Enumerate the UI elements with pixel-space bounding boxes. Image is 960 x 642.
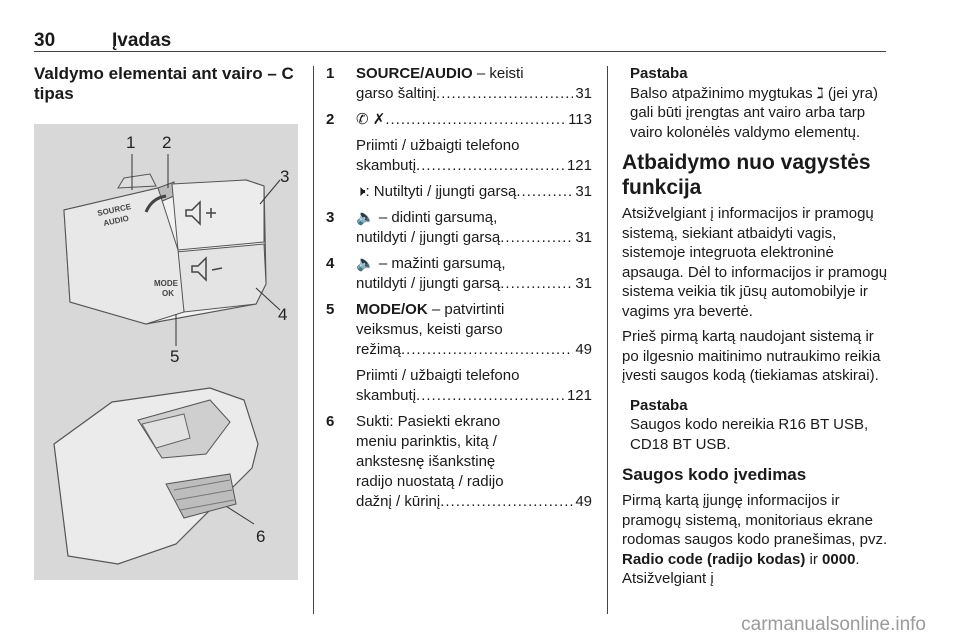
item-number: 2 [326, 111, 335, 128]
callout-6: 6 [256, 527, 266, 546]
page-ref: 31 [575, 85, 592, 102]
legend-item-2 [326, 110, 592, 202]
item-text: dažnį / kūrinį [356, 493, 441, 510]
callout-1: 1 [126, 133, 136, 152]
page-ref: 49 [575, 341, 592, 358]
right-column [622, 64, 888, 595]
chapter-title: Įvadas [112, 30, 172, 51]
callout-2: 2 [162, 133, 172, 152]
page-ref: 31 [575, 183, 592, 200]
note-text: Saugos kodo nereikia R16 BT USB, CD18 BT USB. [630, 416, 869, 453]
note-text: Balso atpažinimo mygtukas [630, 84, 817, 102]
legend-item-1 [326, 64, 592, 104]
watermark: carmanualsonline.info [741, 614, 926, 635]
item-number: 5 [326, 301, 335, 318]
note-security-code [622, 396, 888, 455]
item-keyword: SOURCE/AUDIO [356, 65, 473, 82]
source-label: SOURCE [96, 202, 132, 218]
item-text: garso šaltinį [356, 85, 437, 102]
column-divider [607, 66, 608, 614]
page-ref: 121 [566, 157, 592, 174]
item-text: nutildyti / įjungti garsą [356, 275, 501, 292]
item-text: – keisti [472, 65, 524, 82]
item-text: veiksmus, keisti garso [356, 321, 503, 338]
callout-5: 5 [170, 347, 180, 366]
item-text: : Nutiltyti / įjungti garsą [365, 183, 517, 200]
legend-item-5 [326, 300, 592, 406]
column-divider [313, 66, 314, 614]
item-text: Priimti / užbaigti telefono [356, 367, 520, 384]
page-number: 30 [34, 30, 56, 51]
paragraph: Prieš pirmą kartą naudojant sistemą ir po ilgesnio maitinimo nutraukimo reikia įvesti saugos kodą (tiekiamas atskirai). [622, 328, 881, 384]
volume-down-icon: 🔈 [356, 255, 375, 272]
note-title: Pastaba [630, 396, 688, 414]
paragraph: Atsižvelgiant į informacijos ir pramogų sistemą, siekiant atbaidyti vagis, sistemoje integruota elektroninė apsauga. Dėl to informacijos ir pramogų sistema veikia tik jūsų automobilyje ir vagims yra bevertė. [622, 205, 888, 320]
item-text: skambutį [356, 157, 417, 174]
paragraph: Pirmą kartą įjungę informacijos ir pramogų sistemą, monitoriaus ekrane rodomas saugos kodo pranešimas, pvz. Radio code (radijo kodas) ir 0000. Atsižvelgiant į [622, 492, 888, 587]
volume-up-icon: 🔈 [356, 209, 375, 226]
phone-icon: ✆ ✗ [356, 111, 386, 128]
item-text: ankstesnę išankstinę [356, 453, 496, 470]
ok-label: OK [162, 289, 174, 298]
item-text: radijo nuostatą / radijo [356, 473, 504, 490]
section-heading: Atbaidymo nuo vagystės funkcija [622, 151, 871, 199]
item-text: režimą [356, 341, 402, 358]
steering-controls-figure [34, 124, 298, 580]
callout-4: 4 [278, 305, 288, 324]
page-ref: 113 [568, 111, 592, 128]
item-text: Priimti / užbaigti telefono [356, 137, 520, 154]
left-column [34, 64, 298, 104]
subsection-heading: Saugos kodo įvedimas [622, 465, 807, 484]
page-ref: 121 [566, 387, 592, 404]
item-text: – patvirtinti [427, 301, 505, 318]
page-ref: 49 [575, 493, 592, 510]
controls-legend [326, 64, 592, 518]
header-rule [34, 51, 886, 52]
page-header [34, 30, 886, 50]
section-title: Valdymo elementai ant vairo – C tipas [34, 64, 294, 103]
controls-illustration [34, 124, 298, 580]
voice-icon: ℷ [816, 84, 824, 102]
note-text: (jei yra) gali būti įrengtas ant vairo arba tarp vairo kolonėlės valdymo elementų. [630, 84, 878, 141]
callout-3: 3 [280, 167, 290, 186]
mode-label: MODE [154, 279, 178, 288]
page-ref: 31 [575, 229, 592, 246]
legend-item-3 [326, 208, 592, 248]
page-ref: 31 [575, 275, 592, 292]
item-number: 4 [326, 255, 335, 272]
item-text: – didinti garsumą, [374, 209, 498, 226]
item-keyword: MODE/OK [356, 301, 428, 318]
mute-icon: 🕨 [356, 183, 366, 200]
item-number: 3 [326, 209, 335, 226]
note-title: Pastaba [630, 65, 688, 82]
item-number: 1 [326, 65, 335, 82]
item-text: Sukti: Pasiekti ekrano [356, 413, 501, 430]
item-text: meniu parinktis, kitą / [356, 433, 497, 450]
legend-item-6 [326, 412, 592, 512]
legend-item-4 [326, 254, 592, 294]
note-voice [622, 64, 888, 142]
item-text: skambutį [356, 387, 417, 404]
item-text: – mažinti garsumą, [374, 255, 506, 272]
audio-label: AUDIO [102, 213, 130, 228]
item-text: nutildyti / įjungti garsą [356, 229, 501, 246]
item-number: 6 [326, 413, 335, 430]
